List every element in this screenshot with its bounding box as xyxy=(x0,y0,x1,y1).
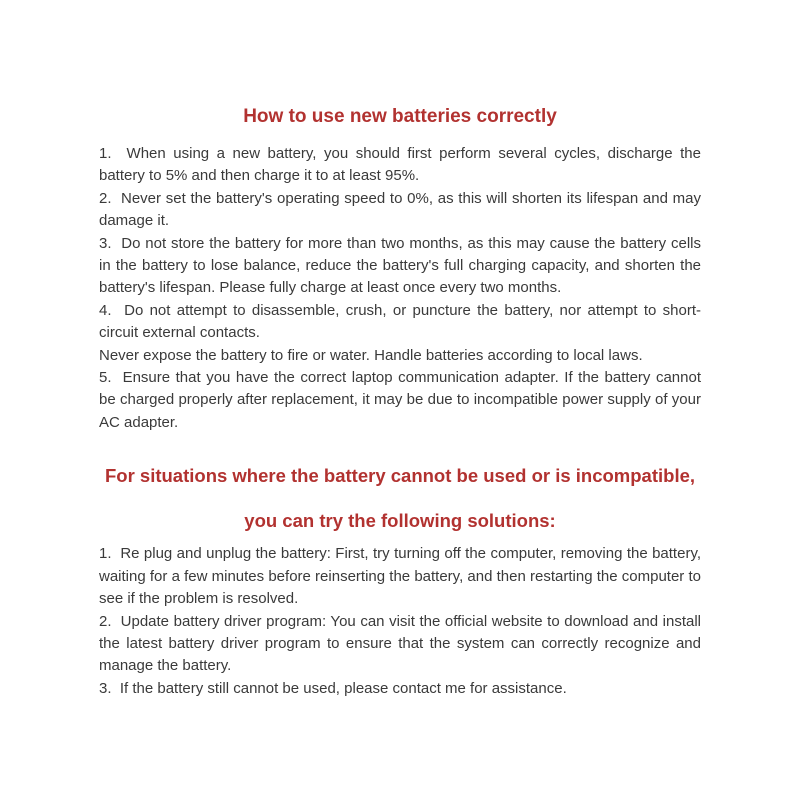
troubleshooting-title-line2: you can try the following solutions: xyxy=(244,510,556,532)
usage-step-2: 2. Never set the battery's operating speed to 0%, as this will shorten its lifespan and may damage it. xyxy=(99,189,701,230)
usage-step-5: 5. Ensure that you have the correct laptop communication adapter. If the battery cannot be charged properly after replacement, it may be due to incompatible power supply of your AC adapter. xyxy=(99,369,701,431)
usage-step-1: 1. When using a new battery, you should first perform several cycles, discharge the battery to 5% and then charge it to at least 95%. xyxy=(99,145,701,185)
solution-step-1: 1. Re plug and unplug the battery: First, try turning off the computer, removing the battery, waiting for a few minutes before reinserting the battery, and then restarting the computer to see if the problem is resolved. xyxy=(99,545,701,608)
solution-steps-list xyxy=(99,543,701,700)
usage-section-title: How to use new batteries correctly xyxy=(243,106,557,127)
usage-step-3: 3. Do not store the battery for more than two months, as this may cause the battery cells in the battery to lose balance, reduce the battery's full charging capacity, and shorten the battery's lifespan. Please fully charge at least once every two months. xyxy=(99,234,701,297)
usage-step-4: 4. Do not attempt to disassemble, crush, or puncture the battery, nor attempt to short-circuit external contacts. xyxy=(99,301,701,342)
solution-step-2: 2. Update battery driver program: You can visit the official website to download and install the latest battery driver program to ensure that the system can correctly recognize and manage the battery. xyxy=(99,612,701,675)
usage-steps-list xyxy=(99,143,701,434)
usage-warning-note: Never expose the battery to fire or water. Handle batteries according to local laws. xyxy=(99,346,643,364)
solution-step-3: 3. If the battery still cannot be used, please contact me for assistance. xyxy=(99,679,567,697)
troubleshooting-title-line1: For situations where the battery cannot be used or is incompatible, xyxy=(104,465,696,487)
